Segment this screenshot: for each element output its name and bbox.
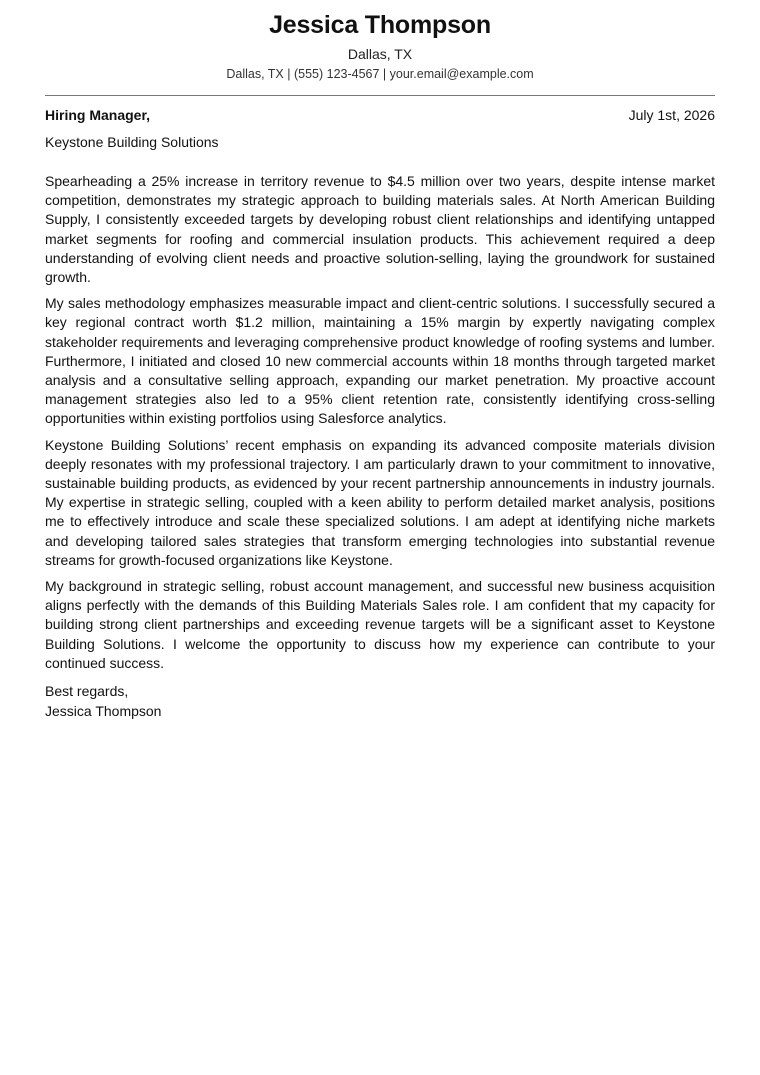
body-paragraph-2: My sales methodology emphasizes measurable impact and client-centric solutions. I successfully secured a key regional contract worth $1.2 million, maintaining a 15% margin by expertly navigating complex stakeholder requirements and leveraging comprehensive product knowledge of roofing systems and lumber. Furthermore, I initiated and closed 10 new commercial accounts within 18 months through targeted market analysis and a consultative selling approach, expanding our market penetration. My proactive account management strategies also led to a 95% client retention rate, consistently identifying cross-selling opportunities within existing portfolios using Salesforce analytics. bbox=[45, 295, 715, 427]
header-divider bbox=[45, 95, 715, 96]
closing-phrase: Best regards, bbox=[45, 683, 129, 700]
sender-name: Jessica Thompson bbox=[269, 11, 491, 39]
recipient-date-row bbox=[45, 105, 715, 125]
letter-body bbox=[45, 172, 715, 673]
sender-contact-line: Dallas, TX | (555) 123-4567 | your.email@example.com bbox=[226, 67, 534, 81]
letter-closing bbox=[45, 682, 715, 721]
letter-date: July 1st, 2026 bbox=[628, 107, 715, 123]
body-paragraph-4: My background in strategic selling, robust account management, and successful new business acquisition aligns perfectly with the demands of this Building Materials Sales role. I am confident that my capacity for building strong client partnerships and exceeding revenue targets will be a significant asset to Keystone Building Solutions. I welcome the opportunity to discuss how my experience can contribute to your continued success. bbox=[45, 578, 715, 671]
body-paragraph-3: Keystone Building Solutions’ recent emphasis on expanding its advanced composite materials division deeply resonates with my professional trajectory. I am particularly drawn to your commitment to innovative, sustainable building products, as evidenced by your recent partnership announcements in industry journals. My expertise in strategic selling, coupled with a keen ability to perform detailed market analysis, positions me to effectively introduce and scale these specialized solutions. I am adept at identifying niche markets and developing tailored sales strategies that transform emerging technologies into substantial revenue streams for growth-focused organizations like Keystone. bbox=[45, 436, 715, 568]
recipient-salutation: Hiring Manager, bbox=[45, 107, 151, 123]
sender-location: Dallas, TX bbox=[347, 46, 413, 62]
letter-header bbox=[45, 0, 715, 83]
recipient-company: Keystone Building Solutions bbox=[45, 134, 219, 150]
body-paragraph-1: Spearheading a 25% increase in territory revenue to $4.5 million over two years, despite intense market competition, demonstrates my strategic approach to building materials sales. At North American Building Supply, I consistently exceeded targets by developing robust client relationships and identifying untapped market segments for roofing and commercial insulation products. This achievement required a deep understanding of evolving client needs and proactive solution-selling, laying the groundwork for sustained growth. bbox=[45, 173, 715, 286]
signature-name: Jessica Thompson bbox=[45, 702, 162, 719]
